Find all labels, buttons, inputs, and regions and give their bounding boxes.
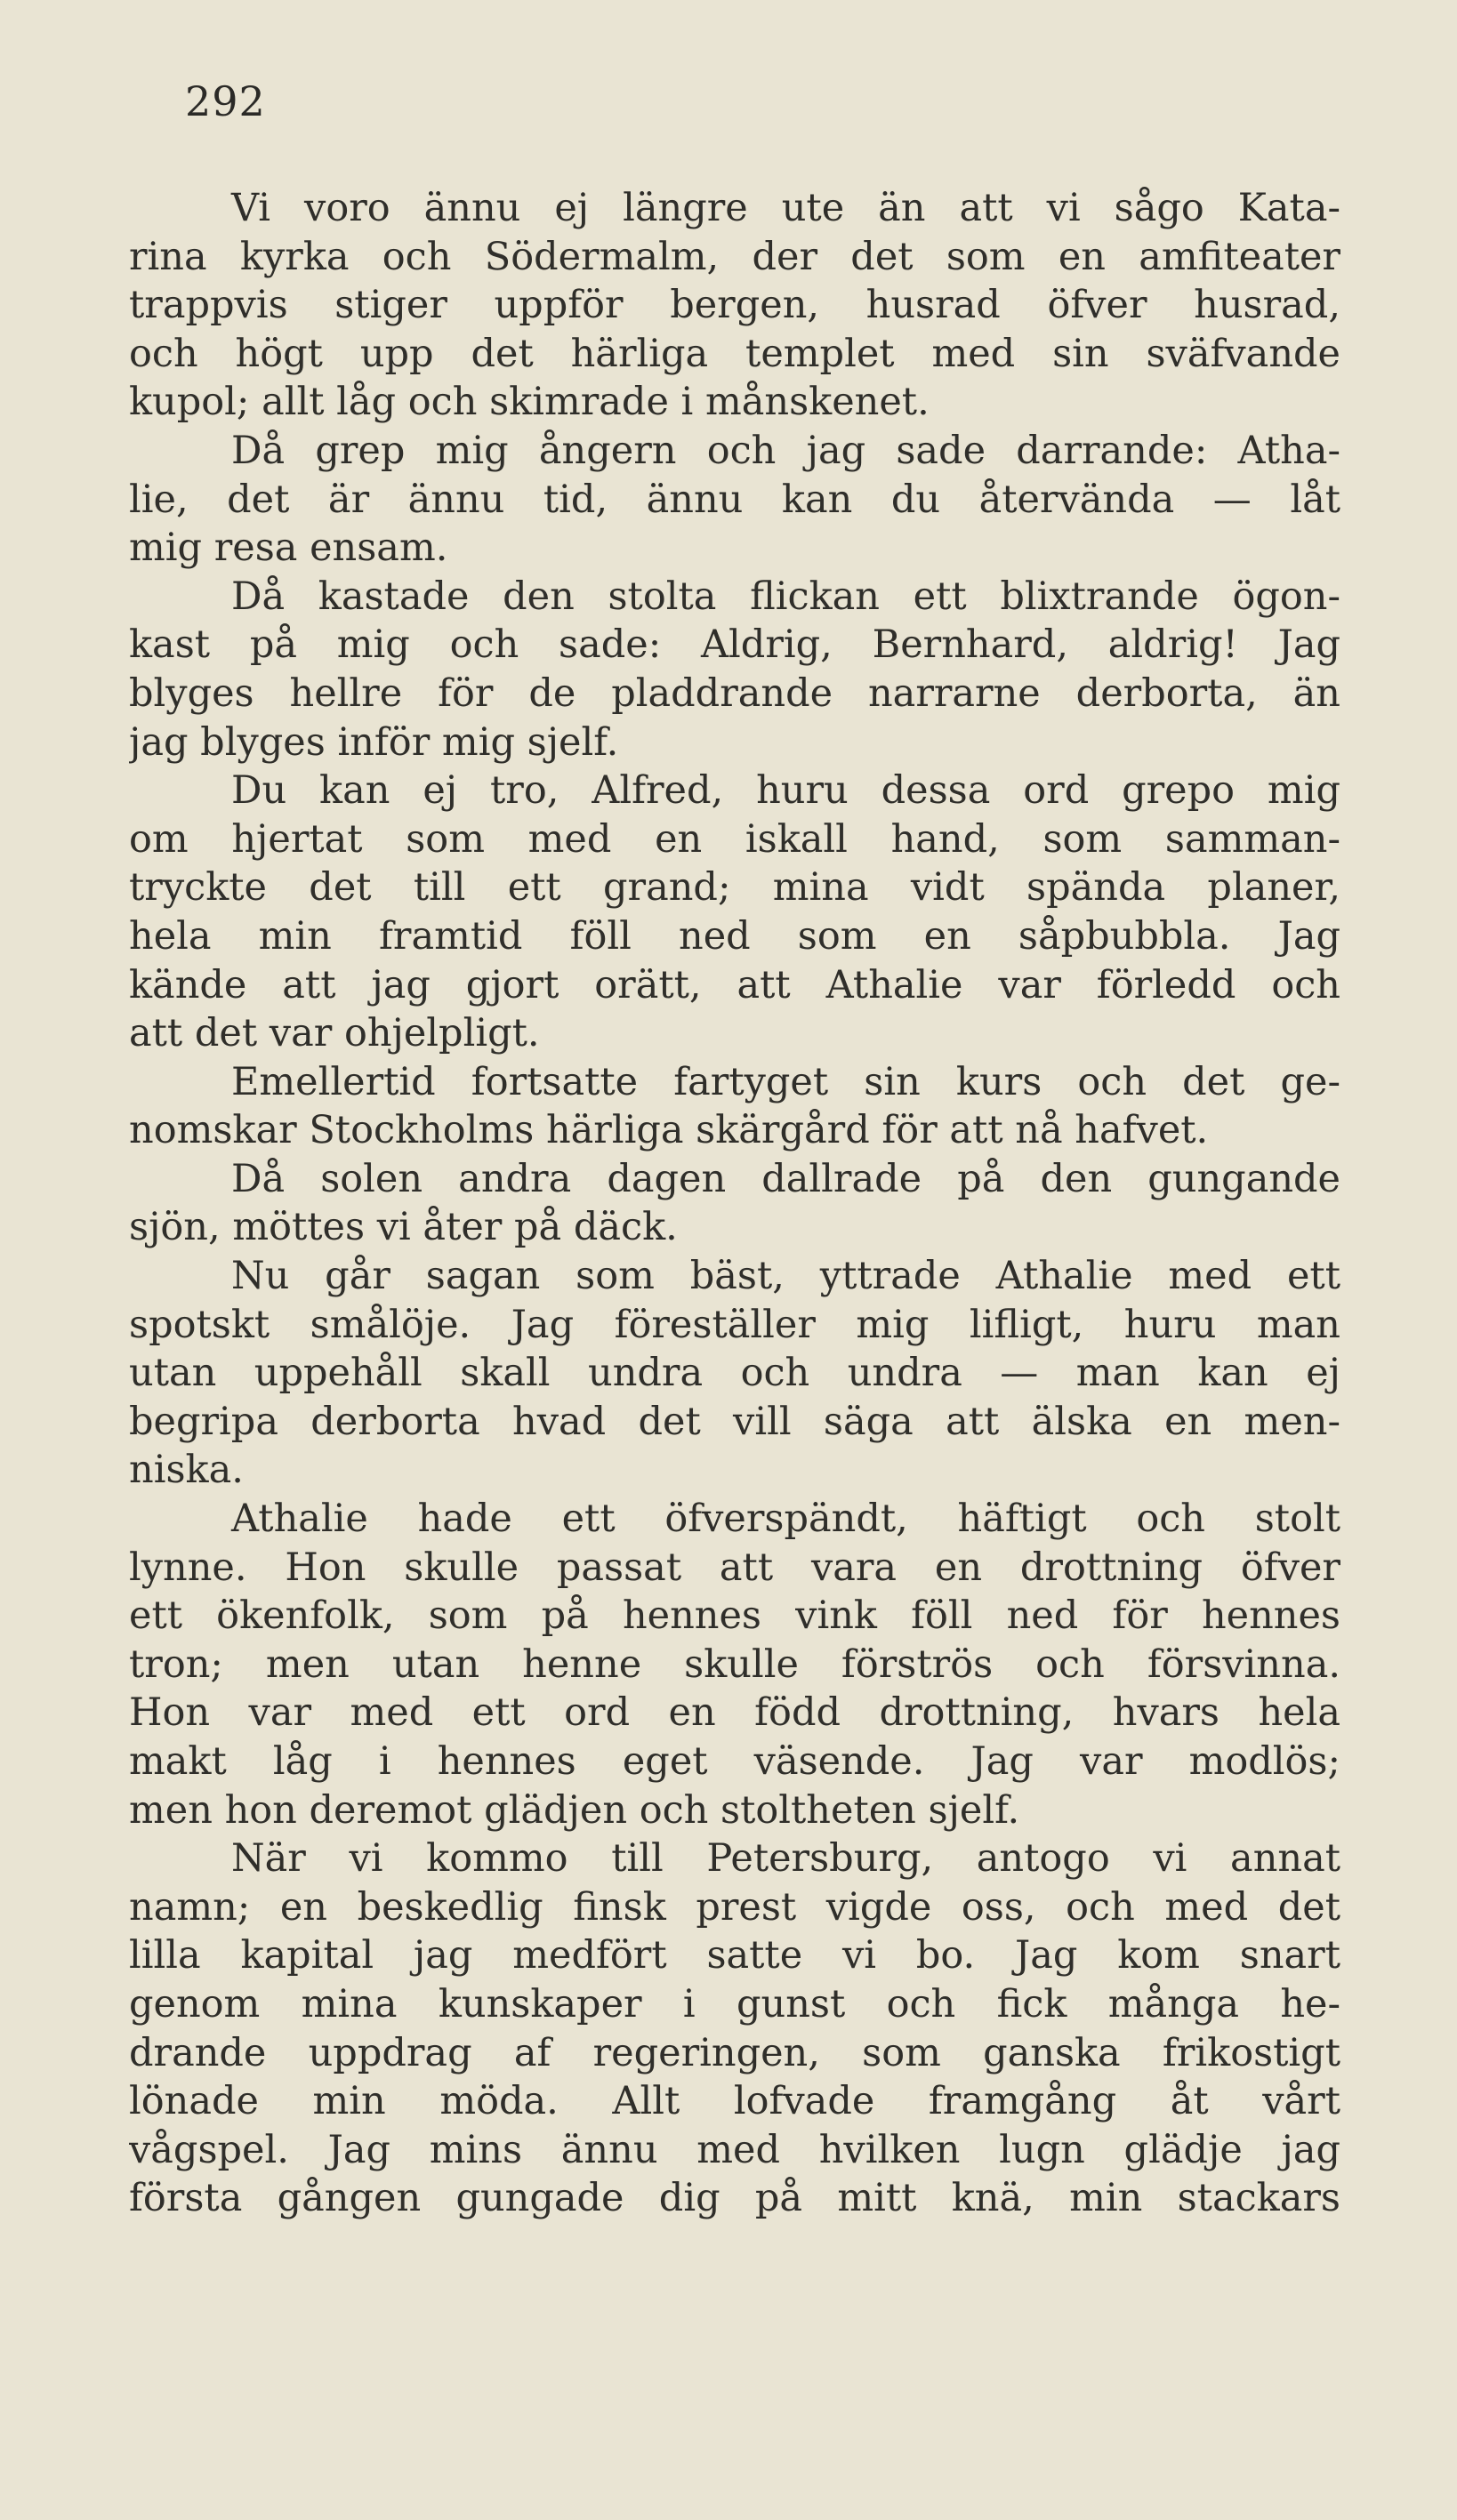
text-line: ett ökenfolk, som på hennes vink föll ned för hennes	[129, 1593, 1340, 1639]
text-line: om hjertat som med en iskall hand, som samman-	[129, 816, 1340, 862]
text-line: sjön, möttes vi åter på däck.	[129, 1205, 678, 1250]
text-line: genom mina kunskaper i gunst och fick många he-	[129, 1981, 1340, 2026]
page-number: 292	[185, 77, 266, 125]
text-line: tryckte det till ett grand; mina vidt spända planer,	[129, 865, 1340, 911]
text-line: mig resa ensam.	[129, 526, 448, 571]
text-line: Athalie hade ett öfverspändt, häftigt och stolt	[231, 1497, 1340, 1542]
text-line: rina kyrka och Södermalm, der det som en amfiteater	[129, 234, 1340, 279]
text-line: tron; men utan henne skulle förströs och försvinna.	[129, 1641, 1340, 1687]
text-line: och högt upp det härliga templet med sin sväfvande	[129, 331, 1340, 376]
text-line: spotskt smålöje. Jag föreställer mig lifligt, huru man	[129, 1302, 1340, 1347]
text-line: namn; en beskedlig finsk prest vigde oss, och med det	[129, 1884, 1340, 1930]
text-line: Då kastade den stolta flickan ett blixtrande ögon-	[231, 574, 1340, 619]
text-line: Du kan ej tro, Alfred, huru dessa ord grepo mig	[231, 768, 1340, 814]
text-line: drande uppdrag af regeringen, som ganska frikostigt	[129, 2030, 1340, 2075]
text-line: kast på mig och sade: Aldrig, Bernhard, aldrig! Jag	[129, 622, 1340, 668]
text-line: makt låg i hennes eget väsende. Jag var modlös;	[129, 1739, 1340, 1784]
text-line: nomskar Stockholms härliga skärgård för att nå hafvet.	[129, 1108, 1209, 1153]
text-line: vågspel. Jag mins ännu med hvilken lugn glädje jag	[129, 2127, 1340, 2172]
text-line: Emellertid fortsatte fartyget sin kurs och det ge-	[231, 1059, 1340, 1104]
text-line: Nu går sagan som bäst, yttrade Athalie med ett	[231, 1254, 1340, 1299]
text-line: Då solen andra dagen dallrade på den gungande	[231, 1156, 1340, 1201]
text-line: trappvis stiger uppför bergen, husrad öfver husrad,	[129, 283, 1340, 328]
text-line: utan uppehåll skall undra och undra — man kan ej	[129, 1351, 1340, 1396]
text-line: blyges hellre för de pladdrande narrarne derborta, än	[129, 670, 1340, 716]
text-line: kände att jag gjort orätt, att Athalie var förledd och	[129, 962, 1340, 1007]
text-line: Hon var med ett ord en född drottning, hvars hela	[129, 1690, 1340, 1736]
text-line: att det var ohjelpligt.	[129, 1011, 540, 1056]
text-line: Då grep mig ångern och jag sade darrande: Atha-	[231, 428, 1340, 473]
text-line: hela min framtid föll ned som en såpbubbla. Jag	[129, 913, 1340, 959]
text-line: begripa derborta hvad det vill säga att älska en men-	[129, 1399, 1340, 1444]
body-text	[129, 184, 1340, 2223]
text-line: första gången gungade dig på mitt knä, min stackars	[129, 2176, 1340, 2221]
text-line: lönade min möda. Allt lofvade framgång åt vårt	[129, 2079, 1340, 2124]
text-line: lie, det är ännu tid, ännu kan du återvända — låt	[129, 477, 1340, 522]
text-line: jag blyges inför mig sjelf.	[129, 719, 619, 765]
text-line: kupol; allt låg och skimrade i månskenet.	[129, 380, 930, 425]
text-line: lilla kapital jag medfört satte vi bo. Jag kom snart	[129, 1933, 1340, 1978]
text-line: Vi voro ännu ej längre ute än att vi sågo Kata-	[231, 186, 1340, 230]
text-line: men hon deremot glädjen och stoltheten sjelf.	[129, 1787, 1020, 1833]
text-line: lynne. Hon skulle passat att vara en drottning öfver	[129, 1545, 1340, 1590]
text-line: När vi kommo till Petersburg, antogo vi annat	[231, 1836, 1340, 1882]
text-line: niska.	[129, 1448, 244, 1493]
